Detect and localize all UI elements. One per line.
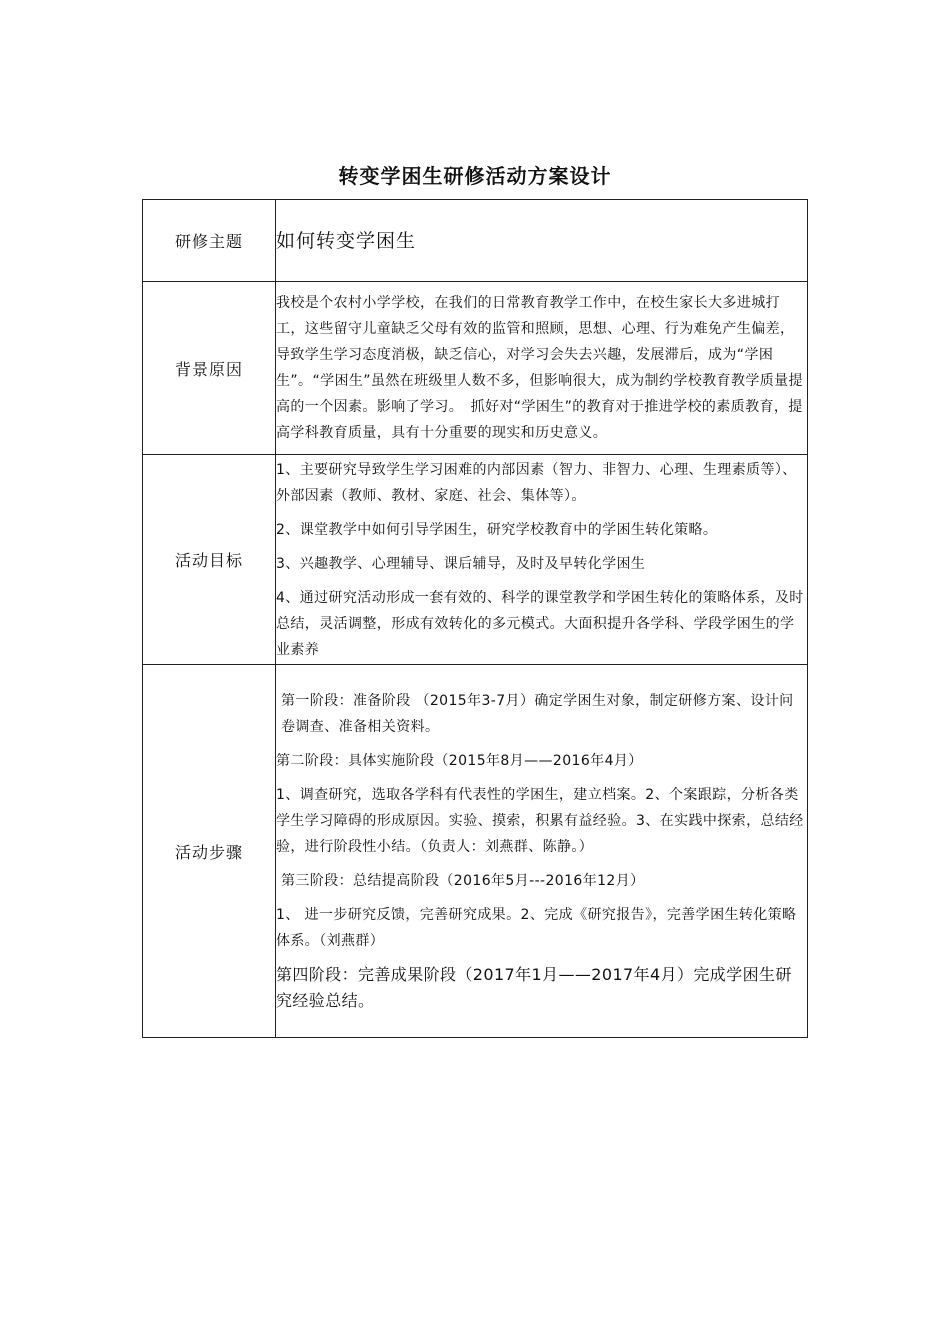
table-row-background — [143, 282, 808, 455]
goal-item-1: 1、主要研究导致学生学习困难的内部因素（智力、非智力、心理、生理素质等）、外部因素（教师、教材、家庭、社会、集体等）。 — [276, 461, 797, 504]
background-content: 我校是个农村小学学校，在我们的日常教育教学工作中，在校生家长大多进城打工，这些留守儿童缺乏父母有效的监管和照顾，思想、心理、行为难免产生偏差，导致学生学习态度消极，缺乏信心，对学习会失去兴趣，发展滞后，成为“学困生”。“学困生”虽然在班级里人数不多，但影响很大，成为制约学校教育教学质量提高的一个因素。影响了学习。 抓好对“学困生”的教育对于推进学校的素质教育，提高学科教育质量，具有十分重要的现实和历史意义。 — [276, 282, 808, 455]
topic-content: 如何转变学困生 — [276, 200, 808, 282]
topic-label: 研修主题 — [143, 200, 276, 282]
table-row-goals — [143, 455, 808, 665]
plan-table — [142, 199, 808, 1038]
goals-label: 活动目标 — [143, 455, 276, 665]
step-phase-2-detail: 1、调查研究，选取各学科有代表性的学困生，建立档案。2、个案跟踪，分析各类学生学习障碍的形成原因。实验、摸索，积累有益经验。3、在实践中探索，总结经验，进行阶段性小结。（负责人：刘燕群、陈静。） — [276, 787, 804, 855]
steps-content — [276, 665, 808, 1038]
step-phase-1: 第一阶段：准备阶段 （2015年3-7月）确定学困生对象，制定研修方案、设计问卷调查、准备相关资料。 — [281, 693, 794, 735]
step-phase-2: 第二阶段：具体实施阶段（2015年8月——2016年4月） — [276, 753, 643, 769]
goals-content — [276, 455, 808, 665]
steps-label: 活动步骤 — [143, 665, 276, 1038]
table-row-topic — [143, 200, 808, 282]
background-label: 背景原因 — [143, 282, 276, 455]
goal-item-2: 2、课堂教学中如何引导学困生，研究学校教育中的学困生转化策略。 — [276, 521, 718, 538]
step-phase-3: 第三阶段：总结提高阶段（2016年5月---2016年12月） — [281, 873, 645, 889]
document-title: 转变学困生研修活动方案设计 — [338, 164, 612, 188]
goal-item-3: 3、兴趣教学、心理辅导、课后辅导，及时及早转化学困生 — [276, 555, 646, 572]
step-phase-4: 第四阶段：完善成果阶段（2017年1月——2017年4月）完成学困生研究经验总结。 — [276, 965, 792, 1010]
goal-item-4: 4、通过研究活动形成一套有效的、科学的课堂教学和学困生转化的策略体系，及时总结，灵活调整，形成有效转化的多元模式。大面积提升各学科、学段学困生的学业素养 — [276, 589, 804, 658]
step-phase-3-detail: 1、 进一步研究反馈，完善研究成果。2、完成《研究报告》，完善学困生转化策略体系。（刘燕群） — [276, 907, 797, 949]
table-row-steps — [143, 665, 808, 1038]
